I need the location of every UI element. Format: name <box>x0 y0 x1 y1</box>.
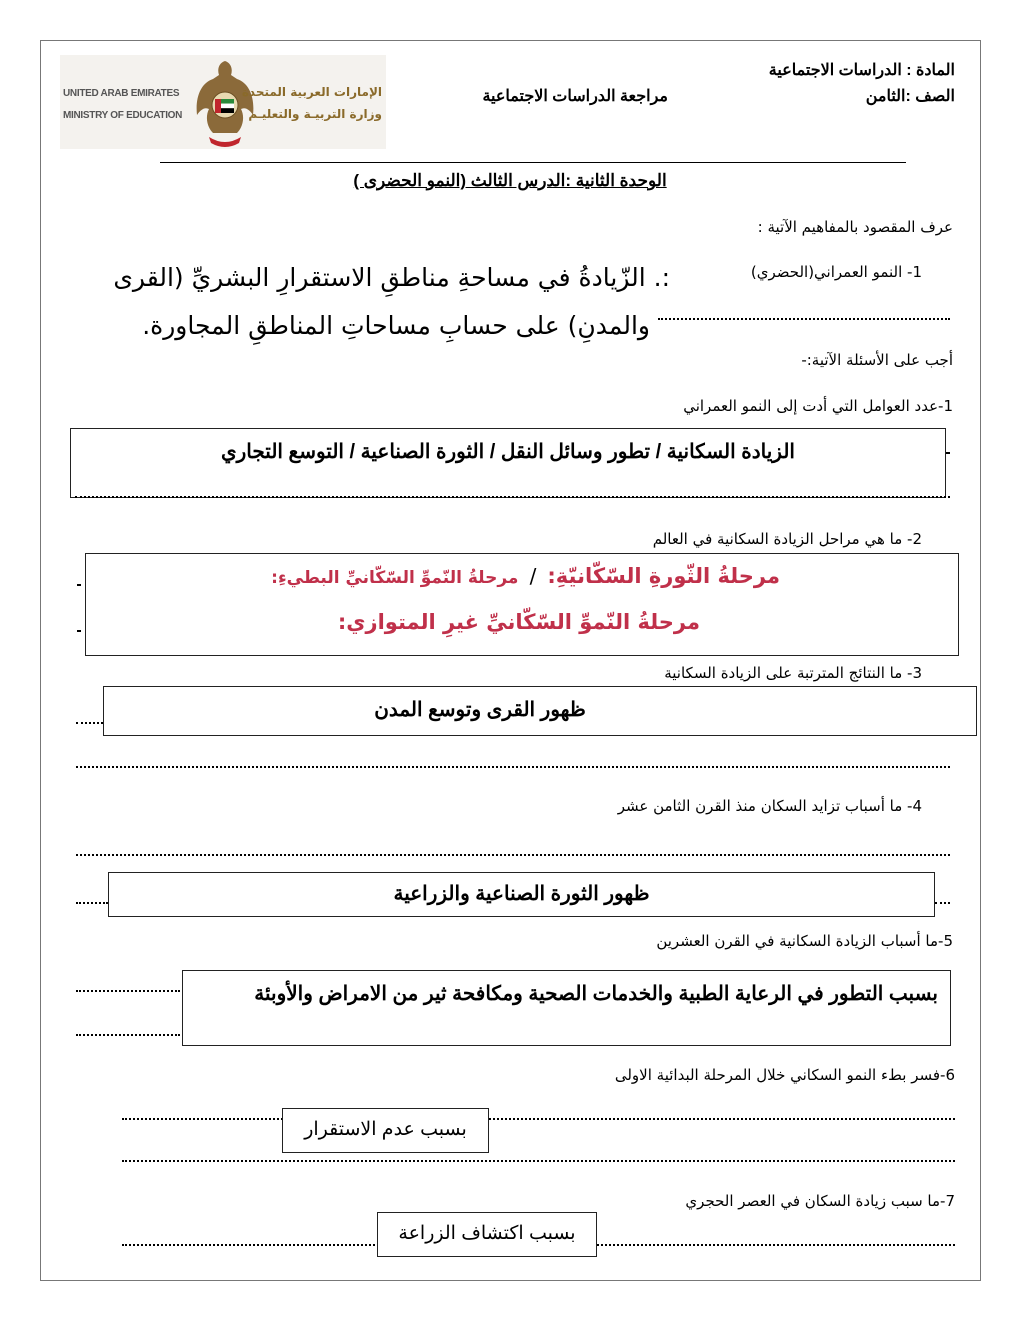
answer-dotted-line <box>946 452 950 454</box>
answer-dotted-line <box>935 902 950 904</box>
answer-dotted-line <box>75 496 950 498</box>
answer-dotted-line <box>122 1160 955 1162</box>
answer-7: بسبب اكتشاف الزراعة <box>398 1223 576 1244</box>
grade-label: الصف :الثامن <box>865 88 955 105</box>
answer-1: الزيادة السكانية / تطور وسائل النقل / الثورة الصناعية / التوسع التجاري <box>220 441 795 463</box>
answer-box-6 <box>282 1108 489 1153</box>
answer-dotted-line <box>76 722 103 724</box>
question-6: 6-فسر بطء النمو السكاني خلال المرحلة البدائية الاولى <box>614 1066 955 1084</box>
answer-dotted-line <box>76 766 950 768</box>
logo-en-line2: MINISTRY OF EDUCATION <box>63 110 183 121</box>
answer-separator: / <box>529 564 537 588</box>
answer-dotted-line <box>76 1034 180 1036</box>
definition-term: 1- النمو العمراني(الحضري) <box>750 263 922 281</box>
answer-box-2 <box>85 553 959 656</box>
answer-dotted-line <box>76 902 108 904</box>
header-divider <box>160 162 906 163</box>
answer-dotted-line <box>76 854 950 856</box>
answer-box-4 <box>108 872 935 917</box>
answer-dotted-line <box>77 584 81 586</box>
answer-dotted-line <box>122 1118 955 1120</box>
question-1: 1-عدد العوامل التي أدت إلى النمو العمراني <box>683 397 953 415</box>
answer-box-3 <box>103 686 977 736</box>
answer-5: بسبب التطور في الرعاية الطبية والخدمات الصحية ومكافحة ثير من الامراض والأوبئة <box>254 983 938 1005</box>
answer-box-5 <box>182 970 951 1046</box>
definitions-instruction: عرف المقصود بالمفاهيم الآتية : <box>757 218 953 236</box>
questions-instruction: أجب على الأسئلة الآتية:- <box>801 351 953 369</box>
answer-2-stage-2: مرحلةُ النّموِّ السّكّانيِّ البطيءِ: <box>271 568 519 588</box>
subject-label: المادة : الدراسات الاجتماعية <box>768 62 955 79</box>
answer-box-7 <box>377 1212 597 1257</box>
answer-box-1 <box>70 428 946 498</box>
answer-3: ظهور القرى وتوسع المدن <box>374 699 586 721</box>
definition-text-line2: والمدنِ) على حسابِ مساحاتِ المناطقِ المجاورة. <box>142 311 650 340</box>
answer-2-stage-3: مرحلةُ النّموِّ السّكّانيِّ غيرِ المتوازي: <box>337 610 700 634</box>
logo-en-line1: UNITED ARAB EMIRATES <box>63 88 180 99</box>
question-3: 3- ما النتائج المترتبة على الزيادة السكانية <box>664 664 922 682</box>
lesson-title: الوحدة الثانية :الدرس الثالث (النمو الحضرى ) <box>353 171 667 190</box>
ministry-logo <box>60 55 386 149</box>
answer-6: بسبب عدم الاستقرار <box>304 1119 467 1140</box>
question-4: 4- ما أسباب تزايد السكان منذ القرن الثامن عشر <box>617 797 922 815</box>
answer-4: ظهور الثورة الصناعية والزراعية <box>393 883 650 905</box>
answer-2-line1 <box>271 564 780 588</box>
question-5: 5-ما أسباب الزيادة السكانية في القرن العشرين <box>656 932 953 950</box>
uae-emblem-icon <box>193 57 257 149</box>
answer-dotted-line <box>658 318 950 320</box>
answer-2-stage-1: مرحلةُ الثّورةِ السّكّانيّةِ: <box>547 564 780 588</box>
question-7: 7-ما سبب زيادة السكان في العصر الحجري <box>685 1192 955 1210</box>
answer-dotted-line <box>76 990 180 992</box>
worksheet-title: مراجعة الدراسات الاجتماعية <box>482 88 668 105</box>
logo-ar-line1: الإمارات العربية المتحدة <box>241 85 382 99</box>
logo-ar-line2: وزارة التربيـة والتعليـم <box>248 107 382 121</box>
question-2: 2- ما هي مراحل الزيادة السكانية في العالم <box>652 530 922 548</box>
answer-dotted-line <box>77 630 81 632</box>
definition-text-line1: :. الزّيادةُ في مساحةِ مناطقِ الاستقرارِ البشريِّ (القرى <box>113 263 670 292</box>
